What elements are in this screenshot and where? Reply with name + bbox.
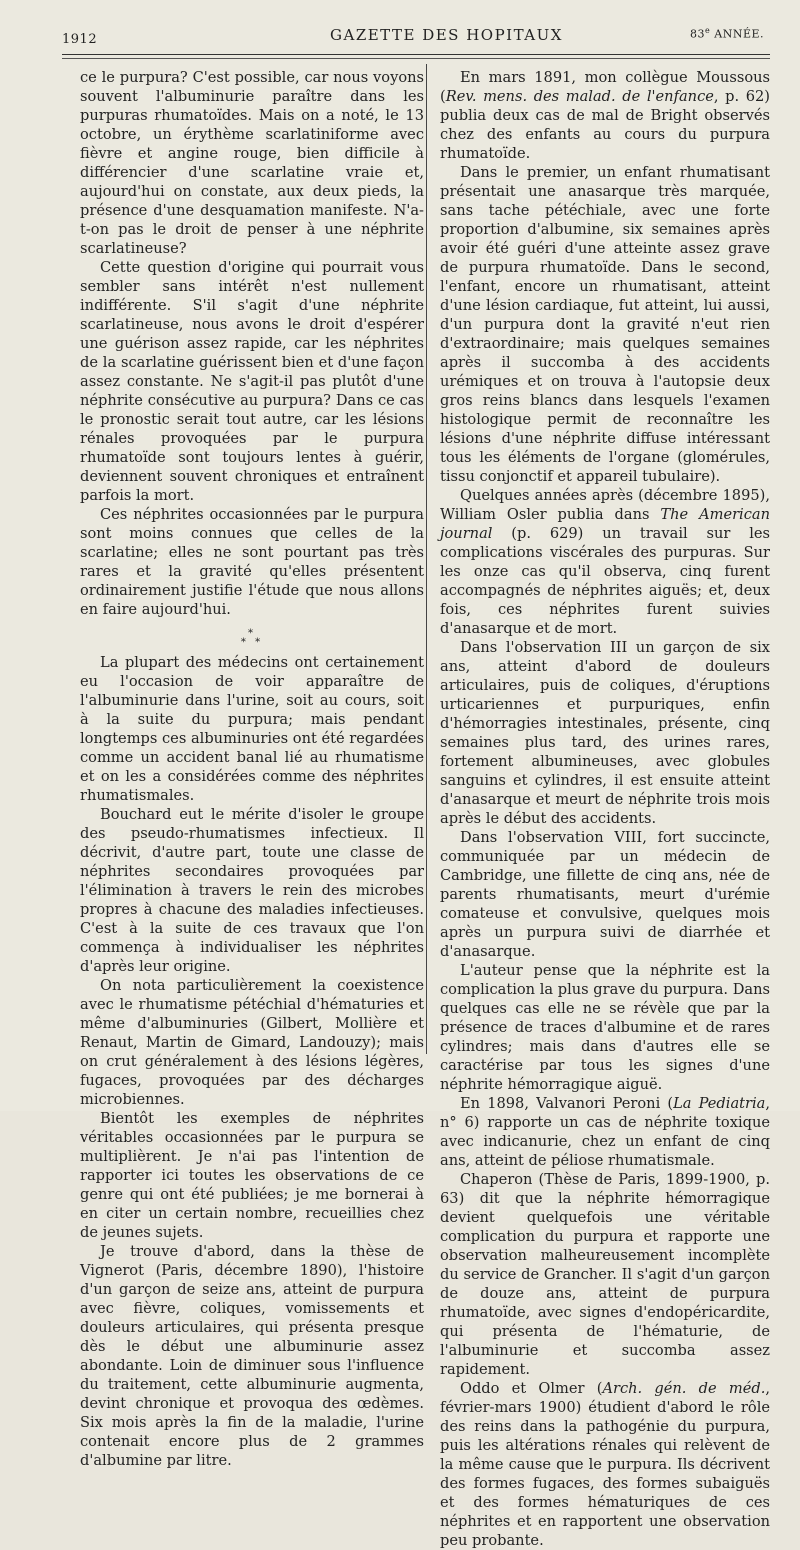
text-run: Oddo et Olmer ( [460,1380,603,1397]
journal-reference: Arch. gén. de méd. [602,1380,766,1397]
left-paragraph-4: La plupart des médecins ont certainement eu l'occasion de voir apparaître de l'albuminurie dans l'urine, soit au cours, soit à la suite du purpura; mais pendant longtemps ces albuminuries ont été regardées comme un accident banal lié au rhumatisme et on les a considérées comme des néphrites rhumatismales. [80,654,424,804]
section-separator [80,629,424,647]
left-paragraph-7: Bientôt les exemples de néphrites véritables occasionnées par le purpura se multiplièrent. Je n'ai pas l'intention de rapporter ici toutes les observations de ce genre qui ont été publiées; je me bornerai à en citer un certain nombre, recueillies chez de jeunes sujets. [80,1110,424,1241]
text-run: , p. 62) publia deux cas de mal de Bright observés chez des enfants au cours du purpura rhumatoïde. [440,88,770,162]
separator-star-top: * [248,628,256,639]
column-divider [426,64,427,1054]
right-paragraph-9 [440,1379,770,1550]
left-paragraph-8: Je trouve d'abord, dans la thèse de Vignerot (Paris, décembre 1890), l'histoire d'un garçon de seize ans, atteint de purpura avec fièvre, coliques, vomissements et douleurs articulaires, qui présenta presque dès le début une albuminurie assez abondante. Loin de diminuer sous l'influence du traitement, cette albuminurie augmenta, devint chronique et provoqua des œdèmes. Six mois après la fin de la maladie, l'urine contenait encore plus de 2 grammes d'albumine par litre. [80,1243,424,1469]
text-run: En mars 1891, mon collègue Moussous ( [440,69,770,105]
right-paragraph-1 [440,68,770,163]
text-run: , n° 6) rapporte un cas de néphrite toxique avec indicanurie, chez un enfant de cinq ans, atteint de péliose rhumatismale. [440,1095,770,1169]
header-rule-thick [62,54,770,55]
annee-number: 83 [690,27,706,41]
right-paragraph-4: Dans l'observation III un garçon de six ans, atteint d'abord de douleurs articulaires, puis de coliques, d'éruptions urticariennes et purpuriques, enfin d'hémorragies intestinales, présente, cinq semaines plus tard, des urines rares, fortement albumineuses, avec globules sanguins et cylindres, il est ensuite atteint d'anasarque et meurt de néphrite trois mois après le début des accidents. [440,639,770,827]
header-title: GAZETTE DES HOPITAUX [330,26,563,44]
left-column [80,68,424,1470]
text-run: Quelques années après (décembre 1895), William Osler publia dans [440,487,770,523]
right-paragraph-5: Dans l'observation VIII, fort succincte, communiquée par un médecin de Cambridge, une fillette de cinq ans, née de parents rhumatisants, meurt d'urémie comateuse et convulsive, quelques mois après un purpura suivi de diarrhée et d'anasarque. [440,829,770,960]
journal-reference: La Pediatria [673,1095,766,1112]
header-rule-thin [62,58,770,59]
right-paragraph-8: Chaperon (Thèse de Paris, 1899-1900, p. 63) dit que la néphrite hémorragique devient quelquefois une véritable complication du purpura et rapporte une observation malheureusement incomplète du service de Grancher. Il s'agit d'un garçon de douze ans, atteint de purpura rhumatoïde, avec signes d'endopéricardite, qui présenta de l'hématurie, de l'albuminurie et succomba assez rapidement. [440,1171,770,1378]
left-paragraph-3: Ces néphrites occasionnées par le purpura sont moins connues que celles de la scarlatine; elles ne sont pourtant pas très rares et la gravité qu'elles présentent ordinairement justifie l'étude que nous allons en faire aujourd'hui. [80,506,424,618]
text-run: En 1898, Valvanori Peroni ( [460,1095,674,1112]
annee-sup: e [705,26,711,35]
annee-label: ANNÉE. [714,27,764,41]
right-paragraph-2: Dans le premier, un enfant rhumatisant présentait une anasarque très marquée, sans tache pétéchiale, avec une forte proportion d'albumine, six semaines après avoir été guéri d'une atteinte assez grave de purpura rhumatoïde. Dans le second, l'enfant, encore un rhumatisant, atteint d'une lésion cardiaque, fut atteint, lui aussi, d'un purpura dont la gravité n'eut rien d'extraordinaire; mais quelques semaines après il succomba à des accidents urémiques et on trouva à l'autopsie deux gros reins blancs dans lesquels l'examen histologique permit de reconnaître les lésions d'une néphrite diffuse intéressant tous les éléments de l'organe (glomérules, tissu conjonctif et appareil tubulaire). [440,164,770,485]
header-year: 1912 [62,32,98,47]
text-run: (p. 629) un travail sur les complications viscérales des purpuras. Sur les onze cas qu'il observa, cinq furent accompagnés de néphrites aiguës; et, deux fois, ces néphrites furent suivies d'anasarque et de mort. [440,525,770,637]
text-run: , février-mars 1900) étudient d'abord le rôle des reins dans la pathogénie du purpura, puis les altérations rénales qui relèvent de la même cause que le purpura. Ils décrivent des formes fugaces, des formes subaiguës et des formes hématuriques de ces néphrites et en rapportent une observation peu probante. [440,1380,770,1549]
separator-stars-bottom: * * [240,637,264,648]
right-paragraph-3 [440,486,770,638]
right-paragraph-6: L'auteur pense que la néphrite est la complication la plus grave du purpura. Dans quelques cas elle ne se révèle que par la présence de traces d'albumine et de rares cylindres; mais dans d'autres elle se caractérise par tous les signes d'une néphrite hémorragique aiguë. [440,962,770,1093]
right-column [440,68,770,1550]
left-paragraph-5: Bouchard eut le mérite d'isoler le groupe des pseudo-rhumatismes infectieux. Il décrivit, d'autre part, toute une classe de néphrites secondaires provoquées par l'élimination à travers le rein des microbes propres à chacune des maladies infectieuses. C'est à la suite de ces travaux que l'on commença à individualiser les néphrites d'après leur origine. [80,806,424,975]
left-paragraph-1: ce le purpura? C'est possible, car nous voyons souvent l'albuminurie paraître dans les purpuras rhumatoïdes. Mais on a noté, le 13 octobre, un érythème scarlatiniforme avec fièvre et angine rouge, bien difficile à différencier d'une scarlatine vraie et, aujourd'hui on constate, aux deux pieds, la présence d'une desquamation manifeste. N'a-t-on pas le droit de penser à une néphrite scarlatineuse? [80,69,424,257]
right-paragraph-7 [440,1094,770,1170]
page-header [62,24,770,50]
header-annee [690,26,764,41]
left-paragraph-2: Cette question d'origine qui pourrait vous sembler sans intérêt n'est nullement indifférente. S'il s'agit d'une néphrite scarlatineuse, nous avons le droit d'espérer une guérison assez rapide, car les néphrites de la scarlatine guérissent bien et d'une façon assez constante. Ne s'agit-il pas plutôt d'une néphrite consécutive au purpura? Dans ce cas le pronostic serait tout autre, car les lésions rénales provoquées par le purpura rhumatoïde sont toujours lentes à guérir, deviennent souvent chroniques et entraînent parfois la mort. [80,259,424,504]
journal-reference: Rev. mens. des malad. de l'enfance [445,88,714,105]
journal-reference: The American journal [440,506,771,542]
left-paragraph-6: On nota particulièrement la coexistence avec le rhumatisme pétéchial d'hématuries et même d'albuminuries (Gilbert, Mollière et Renaut, Martin de Gimard, Landouzy); mais on crut généralement à des lésions légères, fugaces, provoquées par des décharges microbiennes. [80,977,424,1108]
